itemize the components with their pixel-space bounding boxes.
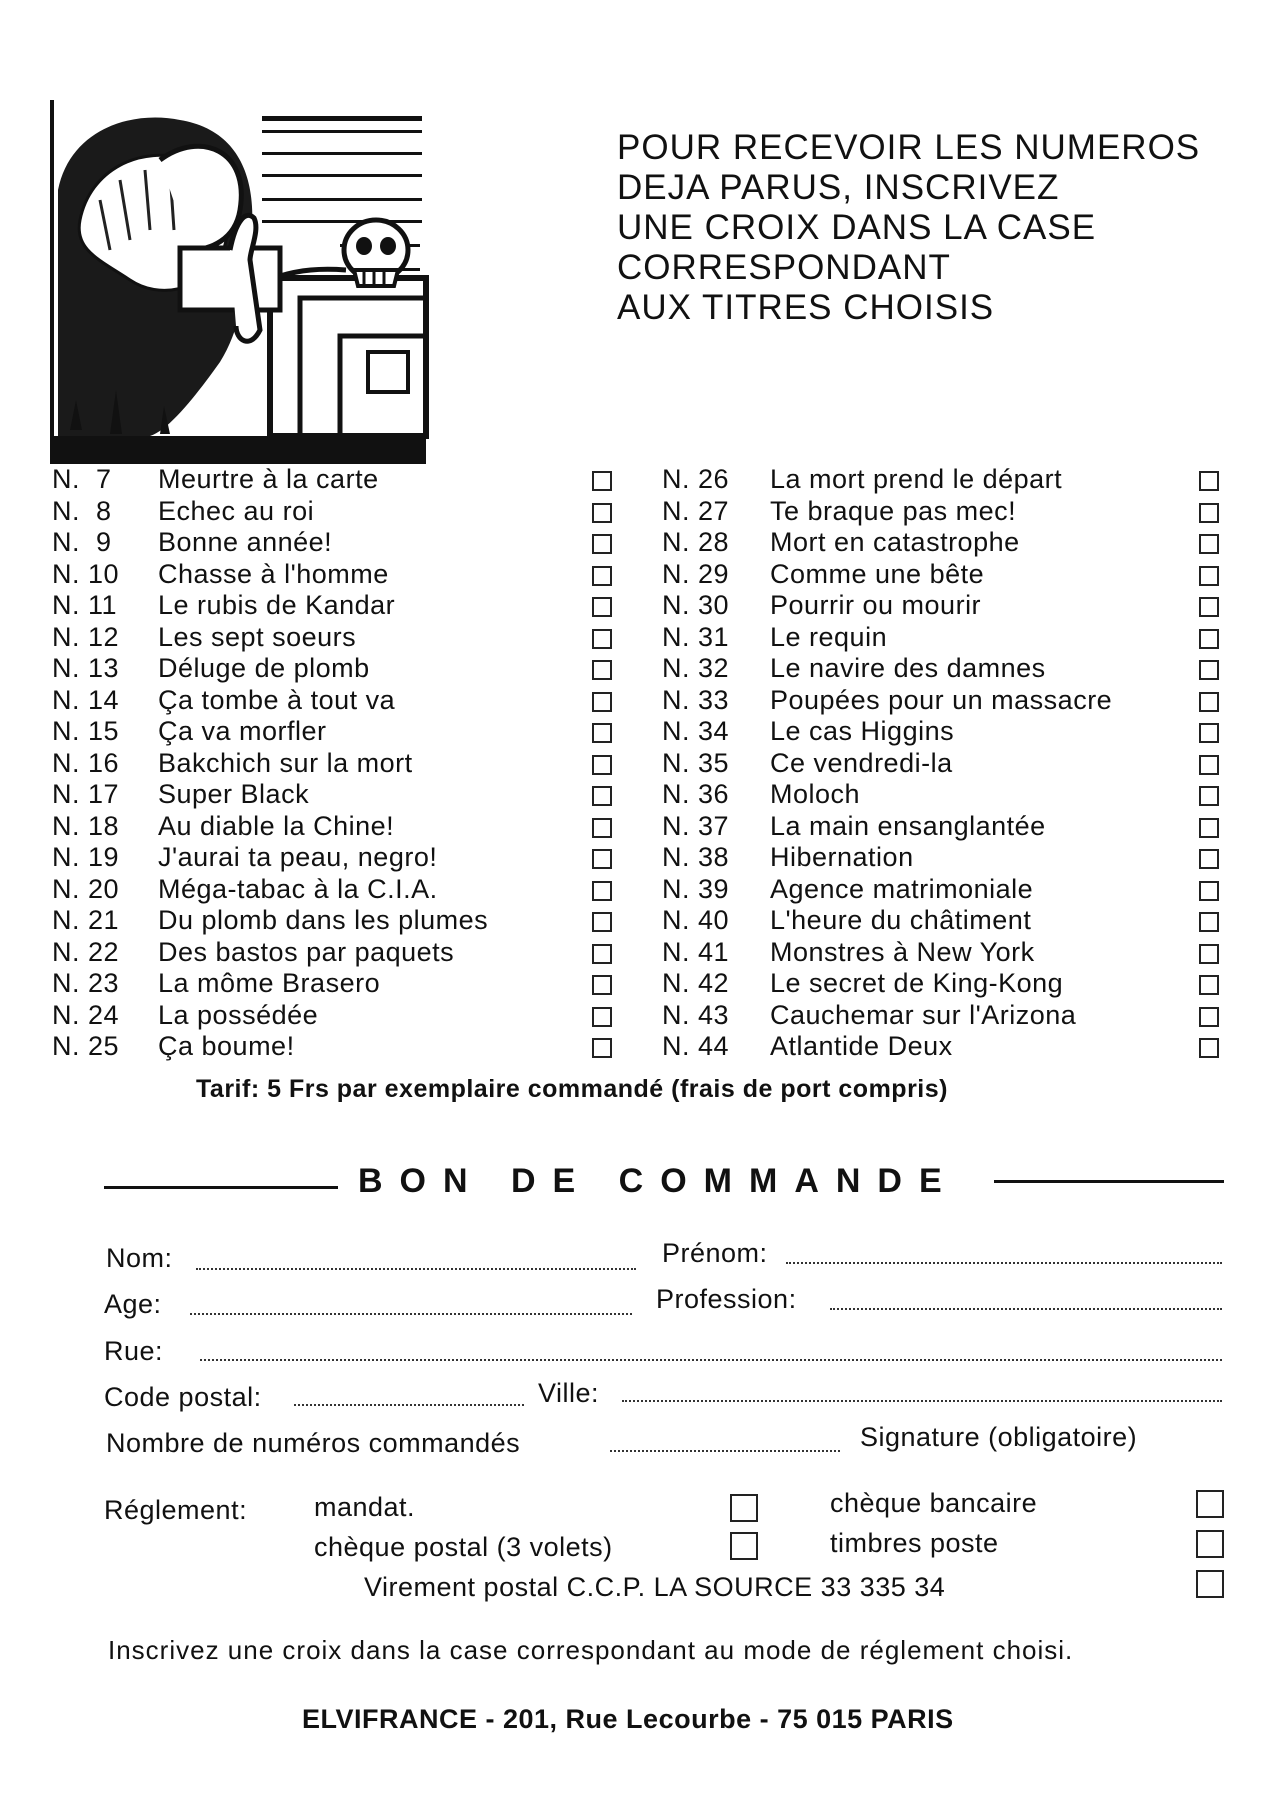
issue-number: N. 34 xyxy=(662,716,730,746)
rue-field[interactable] xyxy=(200,1359,1222,1361)
issue-title: Chasse à l'homme xyxy=(158,558,389,589)
signature-label: Signature (obligatoire) xyxy=(860,1422,1138,1452)
issue-row xyxy=(662,716,1222,748)
issue-title: Comme une bête xyxy=(770,558,985,589)
ville-field[interactable] xyxy=(622,1400,1222,1402)
issue-title: Pourrir ou mourir xyxy=(770,590,982,620)
issue-checkbox[interactable] xyxy=(1199,881,1219,901)
issue-title: Agence matrimoniale xyxy=(770,873,1034,904)
issue-title: Les sept soeurs xyxy=(158,621,357,652)
issue-number: N. 36 xyxy=(662,779,730,809)
issue-checkbox[interactable] xyxy=(592,975,612,995)
issue-checkbox[interactable] xyxy=(1199,975,1219,995)
profession-label: Profession: xyxy=(656,1284,797,1314)
issue-row xyxy=(662,527,1222,559)
issue-number: N. 14 xyxy=(52,684,120,715)
issue-row xyxy=(52,653,622,685)
issue-checkbox[interactable] xyxy=(1199,755,1219,775)
heading-line: UNE CROIX DANS LA CASE xyxy=(617,208,1097,247)
issue-number: N. 29 xyxy=(662,558,730,589)
instructions-heading xyxy=(617,128,1237,328)
issue-checkbox[interactable] xyxy=(592,912,612,932)
issue-checkbox[interactable] xyxy=(1199,503,1219,523)
issue-checkbox[interactable] xyxy=(592,566,612,586)
age-label: Age: xyxy=(104,1289,162,1319)
issue-row xyxy=(662,937,1222,969)
issue-title: Hibernation xyxy=(770,842,914,872)
issue-row xyxy=(662,1031,1222,1063)
issue-checkbox[interactable] xyxy=(1199,597,1219,617)
issue-title: Meurtre à la carte xyxy=(158,464,379,494)
issue-title: Cauchemar sur l'Arizona xyxy=(770,999,1077,1030)
issue-row xyxy=(52,496,622,528)
issue-number: N. 17 xyxy=(52,779,120,809)
issue-checkbox[interactable] xyxy=(592,881,612,901)
issue-row xyxy=(662,685,1222,717)
mandat-checkbox[interactable] xyxy=(730,1494,758,1522)
issue-checkbox[interactable] xyxy=(1199,566,1219,586)
issue-row xyxy=(52,874,622,906)
issue-row xyxy=(662,779,1222,811)
issue-checkbox[interactable] xyxy=(592,849,612,869)
divider-left xyxy=(104,1186,338,1189)
issue-checkbox[interactable] xyxy=(1199,629,1219,649)
issue-title: Echec au roi xyxy=(158,495,315,526)
issue-number: N. 24 xyxy=(52,999,120,1030)
virement-label: Virement postal C.C.P. LA SOURCE 33 335 34 xyxy=(364,1572,946,1602)
issue-row xyxy=(52,748,622,780)
issue-list-right xyxy=(662,464,1222,1063)
issue-checkbox[interactable] xyxy=(592,723,612,743)
issue-row xyxy=(662,496,1222,528)
prenom-label: Prénom: xyxy=(662,1238,768,1268)
issue-row xyxy=(662,811,1222,843)
issue-title: La môme Brasero xyxy=(158,968,381,998)
nombre-label: Nombre de numéros commandés xyxy=(106,1428,521,1458)
heading-line: AUX TITRES CHOISIS xyxy=(617,288,995,327)
issue-number: N. 25 xyxy=(52,1031,120,1061)
issue-row xyxy=(52,811,622,843)
issue-number: N. 44 xyxy=(662,1031,730,1061)
cheque-bancaire-label: chèque bancaire xyxy=(830,1488,1038,1518)
issue-row xyxy=(52,685,622,717)
issue-title: Le rubis de Kandar xyxy=(158,590,396,620)
issue-title: Bonne année! xyxy=(158,527,333,557)
issue-row xyxy=(662,874,1222,906)
ville-label: Ville: xyxy=(538,1378,600,1408)
issue-number: N. 28 xyxy=(662,527,730,557)
issue-row xyxy=(662,464,1222,496)
issue-title: Au diable la Chine! xyxy=(158,810,395,841)
virement-checkbox[interactable] xyxy=(1196,1570,1224,1598)
issue-number: N. 37 xyxy=(662,810,730,841)
issue-row xyxy=(662,1000,1222,1032)
issue-row xyxy=(662,622,1222,654)
heading-line: POUR RECEVOIR LES NUMEROS xyxy=(617,128,1201,167)
issue-checkbox[interactable] xyxy=(1199,1038,1219,1058)
issue-row xyxy=(662,748,1222,780)
issue-row xyxy=(52,1031,622,1063)
issue-title: La main ensanglantée xyxy=(770,810,1046,841)
code-postal-field[interactable] xyxy=(294,1404,524,1406)
heading-line: CORRESPONDANT xyxy=(617,248,951,287)
issue-title: La possédée xyxy=(158,999,319,1030)
issue-number: N. 12 xyxy=(52,621,120,652)
issue-number: N. 16 xyxy=(52,747,120,778)
issue-checkbox[interactable] xyxy=(592,944,612,964)
issue-row xyxy=(662,653,1222,685)
issue-title: Bakchich sur la mort xyxy=(158,747,413,778)
age-field[interactable] xyxy=(190,1313,632,1315)
issue-number: N. 43 xyxy=(662,999,730,1030)
issue-number: N. 31 xyxy=(662,621,730,652)
profession-field[interactable] xyxy=(830,1308,1222,1310)
issue-number: N. 20 xyxy=(52,873,120,904)
prenom-field[interactable] xyxy=(786,1262,1222,1264)
issue-number: N. 39 xyxy=(662,873,730,904)
issue-title: Le secret de King-Kong xyxy=(770,968,1064,998)
nom-field[interactable] xyxy=(196,1268,636,1270)
issue-row xyxy=(52,559,622,591)
issue-number: N. 27 xyxy=(662,495,730,526)
heading-line: DEJA PARUS, INSCRIVEZ xyxy=(617,168,1060,207)
issue-title: Le requin xyxy=(770,621,888,652)
issue-checkbox[interactable] xyxy=(592,503,612,523)
issue-checkbox[interactable] xyxy=(1199,660,1219,680)
issue-checkbox[interactable] xyxy=(592,818,612,838)
issue-checkbox[interactable] xyxy=(592,534,612,554)
issue-row xyxy=(52,779,622,811)
issue-row xyxy=(52,905,622,937)
issue-number: N. 11 xyxy=(52,590,118,620)
issue-number: N. 21 xyxy=(52,905,120,935)
issue-number: N. 42 xyxy=(662,968,730,998)
issue-row xyxy=(52,622,622,654)
issue-checkbox[interactable] xyxy=(1199,818,1219,838)
issue-number: N. 13 xyxy=(52,653,120,683)
issue-title: Le navire des damnes xyxy=(770,653,1046,683)
divider-right xyxy=(994,1180,1224,1183)
issue-title: Te braque pas mec! xyxy=(770,495,1017,526)
issue-checkbox[interactable] xyxy=(592,471,612,491)
issue-number: N. 18 xyxy=(52,810,120,841)
issue-title: Ça boume! xyxy=(158,1031,295,1061)
issue-row xyxy=(52,968,622,1000)
issue-number: N. 10 xyxy=(52,558,120,589)
issue-list-left xyxy=(52,464,622,1063)
issue-row xyxy=(52,590,622,622)
issue-title: Du plomb dans les plumes xyxy=(158,905,489,935)
issue-title: La mort prend le départ xyxy=(770,464,1063,494)
payment-instruction: Inscrivez une croix dans la case correspondant au mode de réglement choisi. xyxy=(108,1635,1074,1665)
issue-checkbox[interactable] xyxy=(1199,944,1219,964)
issue-number: N. 8 xyxy=(52,495,112,526)
issue-number: N. 30 xyxy=(662,590,730,620)
timbres-checkbox[interactable] xyxy=(1196,1530,1224,1558)
issue-checkbox[interactable] xyxy=(592,660,612,680)
issue-checkbox[interactable] xyxy=(592,755,612,775)
issue-number: N. 32 xyxy=(662,653,730,683)
issue-checkbox[interactable] xyxy=(592,692,612,712)
issue-title: Le cas Higgins xyxy=(770,716,955,746)
issue-row xyxy=(662,590,1222,622)
rue-label: Rue: xyxy=(104,1336,164,1366)
issue-title: L'heure du châtiment xyxy=(770,905,1032,935)
issue-title: Méga-tabac à la C.I.A. xyxy=(158,873,438,904)
issue-title: Monstres à New York xyxy=(770,936,1035,967)
issue-checkbox[interactable] xyxy=(592,629,612,649)
nombre-field[interactable] xyxy=(610,1450,840,1452)
issue-row xyxy=(662,842,1222,874)
issue-title: Atlantide Deux xyxy=(770,1031,953,1061)
issue-number: N. 41 xyxy=(662,936,730,967)
issue-row xyxy=(52,527,622,559)
issue-row xyxy=(52,842,622,874)
cheque-postal-checkbox[interactable] xyxy=(730,1532,758,1560)
issue-row xyxy=(662,968,1222,1000)
issue-number: N. 33 xyxy=(662,684,730,715)
issue-number: N. 40 xyxy=(662,905,730,935)
issue-title: J'aurai ta peau, negro! xyxy=(158,842,438,872)
issue-title: Poupées pour un massacre xyxy=(770,684,1113,715)
issue-row xyxy=(52,464,622,496)
cheque-bancaire-checkbox[interactable] xyxy=(1196,1490,1224,1518)
issue-number: N. 22 xyxy=(52,936,120,967)
issue-checkbox[interactable] xyxy=(592,1007,612,1027)
issue-title: Ça va morfler xyxy=(158,716,327,746)
issue-checkbox[interactable] xyxy=(592,597,612,617)
price-note: Tarif: 5 Frs par exemplaire commandé (frais de port compris) xyxy=(196,1075,948,1103)
issue-checkbox[interactable] xyxy=(1199,912,1219,932)
issue-number: N. 38 xyxy=(662,842,730,872)
nom-label: Nom: xyxy=(106,1243,173,1273)
issue-number: N. 35 xyxy=(662,747,730,778)
issue-checkbox[interactable] xyxy=(592,786,612,806)
issue-checkbox[interactable] xyxy=(592,1038,612,1058)
issue-title: Super Black xyxy=(158,779,310,809)
issue-row xyxy=(662,559,1222,591)
issue-number: N. 19 xyxy=(52,842,120,872)
publisher-address: ELVIFRANCE - 201, Rue Lecourbe - 75 015 PARIS xyxy=(302,1704,954,1734)
cheque-postal-label: chèque postal (3 volets) xyxy=(314,1532,613,1562)
issue-title: Moloch xyxy=(770,779,861,809)
issue-row xyxy=(52,1000,622,1032)
issue-checkbox[interactable] xyxy=(1199,723,1219,743)
issue-checkbox[interactable] xyxy=(1199,471,1219,491)
order-form-title: BON DE COMMANDE xyxy=(358,1162,959,1200)
timbres-label: timbres poste xyxy=(830,1528,999,1558)
issue-title: Mort en catastrophe xyxy=(770,527,1020,557)
issue-number: N. 7 xyxy=(52,464,112,494)
issue-checkbox[interactable] xyxy=(1199,534,1219,554)
issue-checkbox[interactable] xyxy=(1199,692,1219,712)
issue-checkbox[interactable] xyxy=(1199,1007,1219,1027)
issue-number: N. 26 xyxy=(662,464,730,494)
issue-row xyxy=(662,905,1222,937)
issue-checkbox[interactable] xyxy=(1199,849,1219,869)
mandat-label: mandat. xyxy=(314,1492,416,1522)
issue-title: Des bastos par paquets xyxy=(158,936,455,967)
reglement-label: Réglement: xyxy=(104,1495,248,1525)
code-postal-label: Code postal: xyxy=(104,1382,262,1412)
issue-row xyxy=(52,937,622,969)
issue-row xyxy=(52,716,622,748)
issue-title: Ça tombe à tout va xyxy=(158,684,396,715)
skull-hand-illustration xyxy=(50,100,430,468)
issue-number: N. 23 xyxy=(52,968,120,998)
issue-title: Ce vendredi-la xyxy=(770,747,953,778)
issue-checkbox[interactable] xyxy=(1199,786,1219,806)
issue-number: N. 15 xyxy=(52,716,120,746)
issue-number: N. 9 xyxy=(52,527,112,557)
issue-title: Déluge de plomb xyxy=(158,653,370,683)
